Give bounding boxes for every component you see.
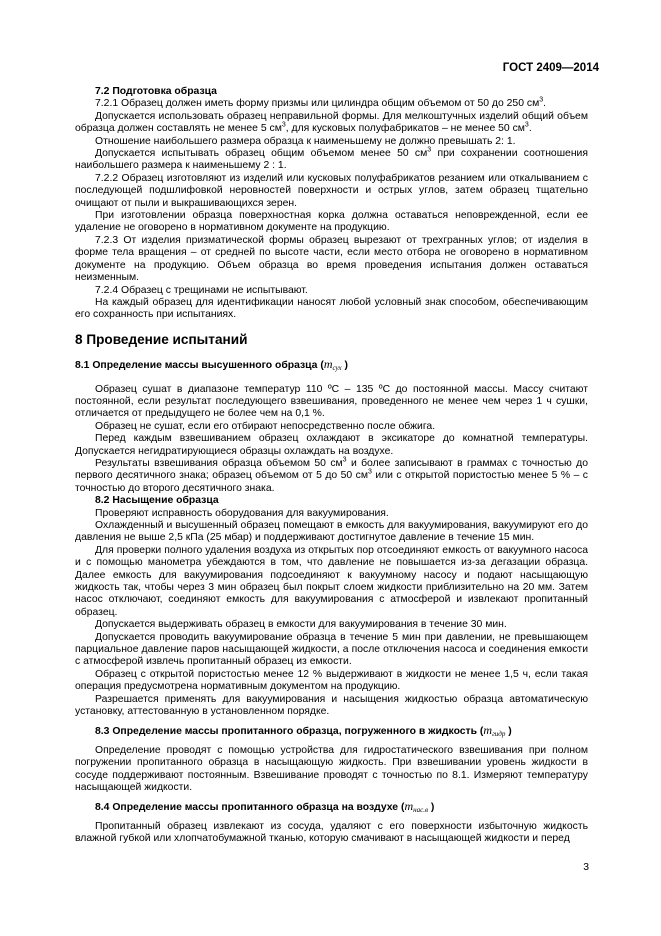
page-number: 3 [583,862,589,873]
page-content [75,86,588,846]
paragraph-8-2-g: Разрешается применять для вакуумирования и насыщения жидкостью образца автоматическую установку, аттестованную в установленном порядке. [75,693,588,718]
paragraph-7-2-1: 7.2.1 Образец должен иметь форму призмы или цилиндра общим объемом от 50 до 250 $см^3$. [95,96,547,110]
section-8-3-title: 8.3 Определение массы пропитанного образца, погруженного в жидкость (mгидр ) [95,722,512,738]
paragraph-8-2-c: Для проверки полного удаления воздуха из открытых пор отсоединяют емкость от вакуумного насоса и с помощью манометра убеждаются в том, что давление не повышается из-за дегазации образца. Далее емкость для вакуумирования подсоединяют к вакуумному насосу и подают насыщающую жидкость так, чтобы через 3 мин образец был покрыт слоем жидкости приблизительно на 20 мм. Затем насос отключают, соединяют емкость для вакуумирования с атмосферой и извлекают пропитанный образец. [75,544,588,618]
section-7-2-title: 7.2 Подготовка образца [95,86,217,97]
paragraph-7-2-2: 7.2.2 Образец изготовляют из изделий или кусковых полуфабрикатов резанием или откалыванием с последующей подшлифовкой неровностей поверхности и острых углов, затем образец тщательно очищают от пыли и выкрашивающихся зерен. [75,172,588,209]
paragraph-7-2-2-b: При изготовлении образца поверхностная корка должна оставаться неповрежденной, если ее удаление не оговорено в нормативном документе на продукцию. [75,210,588,234]
paragraph-7-2-1-d: Допускается испытывать образец общим объемом менее 50 $см^3$ при сохранении соотношения наибольшего размера к наименьшему 2 : 1. [75,146,588,172]
paragraph-8-2-f: Образец с открытой пористостью менее 12 % выдерживают в жидкости не менее 1,5 ч, если такая операция предусмотрена нормативным документом на продукцию. [75,668,588,693]
section-8-2-title: 8.2 Насыщение образца [95,495,219,507]
paragraph-8-2-e: Допускается проводить вакуумирование образца в течение 5 мин при давлении, не превышающем парциальное давление паров насыщающей жидкости, а после отключения насоса и соединения емкости с атмосферой извлечь пропитанный образец из емкости. [75,631,588,668]
section-8-4-title: 8.4 Определение массы пропитанного образца на воздухе (mнас.в ) [95,798,435,814]
paragraph-7-2-3: 7.2.3 От изделия призматической формы образец вырезают от трехгранных углов; от изделия в форме тела вращения – от средней по высоте части, если место отбора не оговорено в нормативном документе на продукцию. Объем образца во время проведения испытания должен оставаться неизменным. [75,234,588,284]
section-8-1-title: 8.1 Определение массы высушенного образца (mсух ) [75,357,349,373]
section-8-title: 8 Проведение испытаний [75,331,248,347]
paragraph-8-1-a: Образец сушат в диапазоне температур 110 ºС – 135 ºС до постоянной массы. Массу считают постоянной, если результат последующего взвешивания, проведенного не менее чем через 1 ч сушки, отличается от предыдущего не более чем на 0,1 %. [75,383,588,420]
paragraph-7-2-4: 7.2.4 Образец с трещинами не испытывают. [95,284,308,296]
paragraph-8-1-d: Результаты взвешивания образца объемом 50 $см^3$ и более записывают в граммах с точностью до первого десятичного знака; образец объемом от 5 до 50 $см^3$ или с открытой пористостью менее 5 % – с точностью до второго десятичного знака. [75,456,588,494]
paragraph-8-1-b: Образец не сушат, если его отбирают непосредственно после обжига. [95,420,436,432]
paragraph-8-1-c: Перед каждым взвешиванием образец охлаждают в эксикаторе до комнатной температуры. Допускается негидратирующиеся образцы охлаждать на воздухе. [75,433,588,457]
paragraph-8-4: Пропитанный образец извлекают из сосуда, удаляют с его поверхности избыточную жидкость влажной губкой или хлопчатобумажной тканью, которую смачивают в насыщающей жидкости и перед [75,820,588,845]
paragraph-7-2-1-b: Допускается использовать образец неправильной формы. Для мелкоштучных изделий общий объем образца должен составлять не менее 5 $см^3$, для кусковых полуфабрикатов – не менее 50 $см^3$. [75,110,588,135]
standard-header: ГОСТ 2409—2014 [502,62,599,74]
paragraph-8-2-a: Проверяют исправность оборудования для вакуумирования. [95,507,389,519]
paragraph-7-2-4-b: На каждый образец для идентификации наносят любой условный знак способом, обеспечивающим его сохранность при испытаниях. [75,296,588,321]
paragraph-8-3: Определение проводят с помощью устройства для гидростатического взвешивания при полном погружении пропитанного образца в насыщающую жидкость. При взвешивании уровень жидкости в сосуде поддерживают постоянным. Взвешивание проводят с точностью по 8.1. Измеряют температуру насыщающей жидкости. [75,744,588,794]
paragraph-8-2-d: Допускается выдерживать образец в емкости для вакуумирования в течение 30 мин. [95,619,507,631]
paragraph-8-2-b: Охлажденный и высушенный образец помещают в емкость для вакуумирования, вакуумируют его до давления не выше 2,5 кПа (25 мбар) и поддерживают достигнутое давление в течение 15 мин. [75,520,588,544]
paragraph-7-2-1-c: Отношение наибольшего размера образца к наименьшему не должно превышать 2: 1. [95,135,516,147]
